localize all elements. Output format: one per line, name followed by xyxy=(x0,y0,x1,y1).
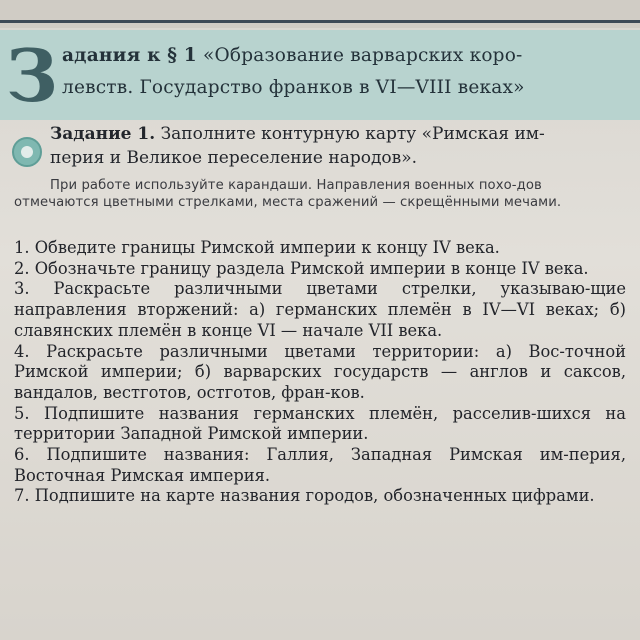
task-items-list xyxy=(14,238,626,507)
divider xyxy=(0,20,640,23)
ornamental-dropcap: З xyxy=(6,33,58,118)
task-item-7: 7. Подпишите на карте названия городов, обозначенных цифрами. xyxy=(14,486,595,506)
task-item-4: 4. Раскрасьте различными цветами территории: а) Вос-точной Римской империи; б) варварских государств — англов и саксов, вандалов, вестготов, остготов, фран-ков. xyxy=(14,341,626,402)
task-title-line2: перия и Великое переселение народов». xyxy=(50,148,418,168)
task-item-3: 3. Раскрасьте различными цветами стрелки, указываю-щие направления вторжений: а) германских племён в IV—VI веках; б) славянских племён в конце VI — начале VII века. xyxy=(14,279,626,340)
task-item-1: 1. Обведите границы Римской империи к концу IV века. xyxy=(14,238,500,257)
task-intro: При работе используйте карандаши. Направления военных похо-дов отмечаются цветными стрелками, места сражений — скрещёнными мечами. xyxy=(14,178,562,210)
section-title-line2: левств. Государство франков в VI—VIII веках» xyxy=(62,77,525,98)
task-flower-icon xyxy=(12,137,42,167)
task-item-2: 2. Обозначьте границу раздела Римской империи в конце IV века. xyxy=(14,258,589,278)
section-title-prefix: адания к § 1 xyxy=(62,45,197,66)
task-number: Задание 1. xyxy=(50,124,156,144)
task-item-6: 6. Подпишите названия: Галлия, Западная Римская им-перия, Восточная Римская империя. xyxy=(14,445,626,485)
task-title-line1: Заполните контурную карту «Римская им- xyxy=(160,124,545,144)
section-title-line1: «Образование варварских коро- xyxy=(202,45,523,66)
task-title xyxy=(50,122,630,170)
task-item-5: 5. Подпишите названия германских племён, расселив-шихся на территории Западной Римской империи. xyxy=(14,403,626,444)
top-border xyxy=(0,0,640,28)
section-title xyxy=(62,40,622,104)
